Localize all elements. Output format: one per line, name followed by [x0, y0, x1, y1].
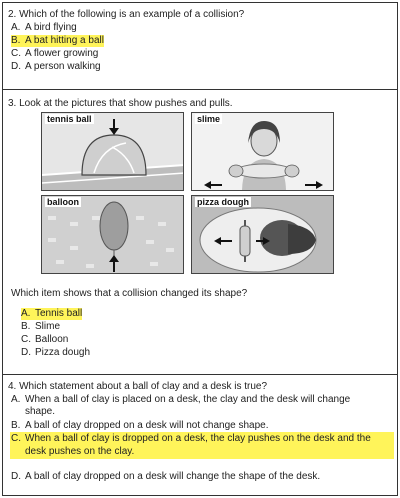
q2-option-d-letter: D.: [11, 61, 21, 72]
q2-option-a-text: A bird flying: [25, 22, 77, 33]
q2-option-c[interactable]: [11, 48, 98, 60]
slime-picture: [191, 112, 334, 191]
q4-option-a-continued: [25, 406, 55, 418]
q4-option-a-text-1: When a ball of clay is placed on a desk, the clay and the desk will change: [25, 394, 351, 405]
q3-option-a-letter: A.: [21, 308, 31, 319]
balloon-illustration: [42, 196, 184, 274]
q3-option-c-text: Balloon: [35, 334, 69, 345]
q4-option-b[interactable]: [11, 420, 269, 432]
q2-option-a[interactable]: [11, 22, 77, 34]
q3-option-c-letter: C.: [21, 334, 31, 345]
question-3-text: Which item shows that a collision changed its shape?: [11, 288, 248, 299]
q4-option-c-text-1: When a ball of clay is dropped on a desk, the clay pushes on the desk and the: [25, 433, 371, 444]
balloon-label: balloon: [47, 197, 79, 207]
tennis-ball-label: tennis ball: [47, 114, 92, 124]
q2-option-a-letter: A.: [11, 22, 21, 33]
q3-option-d[interactable]: [21, 347, 90, 359]
slime-label: slime: [197, 114, 221, 124]
question-2-text: 2. Which of the following is an example of a collision?: [8, 9, 245, 20]
q4-option-b-text: A ball of clay dropped on a desk will not change shape.: [25, 420, 269, 431]
q4-option-d[interactable]: [11, 471, 320, 483]
slime-illustration: [192, 113, 334, 191]
q4-option-a-text-2: shape.: [25, 406, 56, 417]
q4-option-c-letter: C.: [11, 433, 21, 444]
q4-option-c[interactable]: [11, 433, 371, 445]
q4-option-c-continued: [25, 446, 134, 458]
q2-option-d-text: A person walking: [25, 61, 101, 72]
q3-option-b-text: Slime: [35, 321, 61, 332]
question-3-intro: 3. Look at the pictures that show pushes and pulls.: [8, 98, 233, 109]
q4-option-d-text: A ball of clay dropped on a desk will change the shape of the desk.: [25, 471, 321, 482]
tennis-ball-picture: [41, 112, 184, 191]
question-2-box: [2, 2, 398, 90]
q3-option-a-text: Tennis ball: [35, 308, 83, 319]
question-4-box: [2, 374, 398, 496]
q3-option-b-letter: B.: [21, 321, 31, 332]
q2-option-b-text: A bat hitting a ball: [25, 35, 104, 46]
question-4-text: 4. Which statement about a ball of clay and a desk is true?: [8, 381, 268, 392]
q4-option-c-text-2: desk pushes on the clay.: [25, 446, 135, 457]
q3-option-b[interactable]: [21, 321, 60, 333]
q2-option-d[interactable]: [11, 61, 101, 73]
q4-option-b-letter: B.: [11, 420, 21, 431]
q2-option-b[interactable]: [11, 35, 104, 47]
question-3-box: [2, 89, 398, 375]
q2-option-c-text: A flower growing: [25, 48, 99, 59]
q2-option-c-letter: C.: [11, 48, 21, 59]
balloon-picture: [41, 195, 184, 274]
q3-option-d-text: Pizza dough: [35, 347, 91, 358]
tennis-ball-illustration: [42, 113, 184, 191]
q4-option-a[interactable]: [11, 394, 350, 406]
pizza-dough-picture: [191, 195, 334, 274]
q3-option-a[interactable]: [21, 308, 82, 320]
pizza-dough-illustration: [192, 196, 334, 274]
q3-option-d-letter: D.: [21, 347, 31, 358]
q3-option-c[interactable]: [21, 334, 68, 346]
pizza-dough-label: pizza dough: [197, 197, 249, 207]
q2-option-b-letter: B.: [11, 35, 21, 46]
q4-option-d-letter: D.: [11, 471, 21, 482]
q4-option-a-letter: A.: [11, 394, 21, 405]
